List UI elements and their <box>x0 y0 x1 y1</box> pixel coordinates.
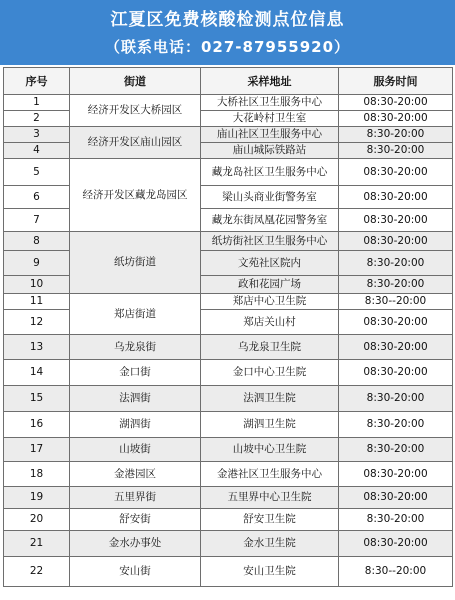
row-number: 16 <box>4 412 70 438</box>
table-row <box>4 531 453 557</box>
service-time: 8:30-20:00 <box>339 386 453 412</box>
table-row <box>4 509 453 531</box>
service-time: 8:30--20:00 <box>339 294 453 310</box>
service-time: 8:30-20:00 <box>339 251 453 276</box>
testing-sites-table <box>3 67 453 587</box>
street-name: 金口街 <box>70 360 201 386</box>
table-row <box>4 412 453 438</box>
street-name: 经济开发区藏龙岛园区 <box>70 159 201 232</box>
service-time: 08:30-20:00 <box>339 335 453 360</box>
street-name: 湖泗街 <box>70 412 201 438</box>
table-row <box>4 462 453 487</box>
row-number: 12 <box>4 310 70 335</box>
table-row <box>4 95 453 111</box>
row-number: 4 <box>4 143 70 159</box>
row-number: 11 <box>4 294 70 310</box>
table-row <box>4 232 453 251</box>
table-header-row <box>4 68 453 95</box>
table-row <box>4 335 453 360</box>
sampling-address: 舒安卫生院 <box>201 509 339 531</box>
column-header-number: 序号 <box>4 68 70 95</box>
sampling-address: 山坡中心卫生院 <box>201 438 339 462</box>
service-time: 08:30-20:00 <box>339 159 453 186</box>
service-time: 08:30-20:00 <box>339 462 453 487</box>
sampling-address: 郑店中心卫生院 <box>201 294 339 310</box>
row-number: 13 <box>4 335 70 360</box>
sampling-address: 乌龙泉卫生院 <box>201 335 339 360</box>
sampling-address: 大花岭村卫生室 <box>201 111 339 127</box>
table-row <box>4 127 453 143</box>
row-number: 7 <box>4 209 70 232</box>
sampling-address: 藏龙岛社区卫生服务中心 <box>201 159 339 186</box>
row-number: 20 <box>4 509 70 531</box>
table-row <box>4 159 453 186</box>
row-number: 1 <box>4 95 70 111</box>
service-time: 08:30-20:00 <box>339 186 453 209</box>
street-name: 法泗街 <box>70 386 201 412</box>
row-number: 6 <box>4 186 70 209</box>
sampling-address: 安山卫生院 <box>201 557 339 587</box>
row-number: 19 <box>4 487 70 509</box>
row-number: 10 <box>4 276 70 294</box>
street-name: 纸坊街道 <box>70 232 201 294</box>
sampling-address: 法泗卫生院 <box>201 386 339 412</box>
street-name: 金水办事处 <box>70 531 201 557</box>
street-name: 郑店街道 <box>70 294 201 335</box>
service-time: 8:30-20:00 <box>339 509 453 531</box>
table-row <box>4 487 453 509</box>
sampling-address: 梁山头商业街警务室 <box>201 186 339 209</box>
sampling-address: 金口中心卫生院 <box>201 360 339 386</box>
street-name: 金港园区 <box>70 462 201 487</box>
column-header-address: 采样地址 <box>201 68 339 95</box>
contact-phone: （联系电话：027-87955920） <box>104 38 351 56</box>
street-name: 安山街 <box>70 557 201 587</box>
column-header-street: 街道 <box>70 68 201 95</box>
table-row <box>4 386 453 412</box>
service-time: 8:30-20:00 <box>339 143 453 159</box>
sampling-address: 大桥社区卫生服务中心 <box>201 95 339 111</box>
street-name: 经济开发区庙山园区 <box>70 127 201 159</box>
row-number: 15 <box>4 386 70 412</box>
street-name: 五里界街 <box>70 487 201 509</box>
service-time: 8:30-20:00 <box>339 127 453 143</box>
service-time: 08:30-20:00 <box>339 310 453 335</box>
column-header-time: 服务时间 <box>339 68 453 95</box>
sampling-address: 庙山城际铁路站 <box>201 143 339 159</box>
row-number: 2 <box>4 111 70 127</box>
street-name: 乌龙泉街 <box>70 335 201 360</box>
sampling-address: 文苑社区院内 <box>201 251 339 276</box>
service-time: 8:30-20:00 <box>339 438 453 462</box>
sampling-address: 政和花园广场 <box>201 276 339 294</box>
table-row <box>4 294 453 310</box>
row-number: 17 <box>4 438 70 462</box>
row-number: 22 <box>4 557 70 587</box>
service-time: 8:30--20:00 <box>339 557 453 587</box>
row-number: 14 <box>4 360 70 386</box>
service-time: 08:30-20:00 <box>339 95 453 111</box>
sampling-address: 金水卫生院 <box>201 531 339 557</box>
sampling-address: 郑店关山村 <box>201 310 339 335</box>
sampling-address: 金港社区卫生服务中心 <box>201 462 339 487</box>
row-number: 9 <box>4 251 70 276</box>
table-row <box>4 557 453 587</box>
row-number: 5 <box>4 159 70 186</box>
service-time: 08:30-20:00 <box>339 487 453 509</box>
street-name: 山坡街 <box>70 438 201 462</box>
street-name: 经济开发区大桥园区 <box>70 95 201 127</box>
service-time: 08:30-20:00 <box>339 232 453 251</box>
table-row <box>4 360 453 386</box>
service-time: 08:30-20:00 <box>339 360 453 386</box>
row-number: 18 <box>4 462 70 487</box>
sampling-address: 五里界中心卫生院 <box>201 487 339 509</box>
sampling-address: 庙山社区卫生服务中心 <box>201 127 339 143</box>
service-time: 8:30-20:00 <box>339 412 453 438</box>
row-number: 8 <box>4 232 70 251</box>
service-time: 8:30-20:00 <box>339 276 453 294</box>
table-row <box>4 438 453 462</box>
service-time: 08:30-20:00 <box>339 209 453 232</box>
service-time: 08:30-20:00 <box>339 111 453 127</box>
header-banner <box>0 0 455 65</box>
sampling-address: 湖泗卫生院 <box>201 412 339 438</box>
page-title: 江夏区免费核酸检测点位信息 <box>110 10 345 30</box>
street-name: 舒安街 <box>70 509 201 531</box>
sampling-address: 纸坊街社区卫生服务中心 <box>201 232 339 251</box>
row-number: 3 <box>4 127 70 143</box>
sampling-address: 藏龙东街凤凰花园警务室 <box>201 209 339 232</box>
row-number: 21 <box>4 531 70 557</box>
service-time: 08:30-20:00 <box>339 531 453 557</box>
